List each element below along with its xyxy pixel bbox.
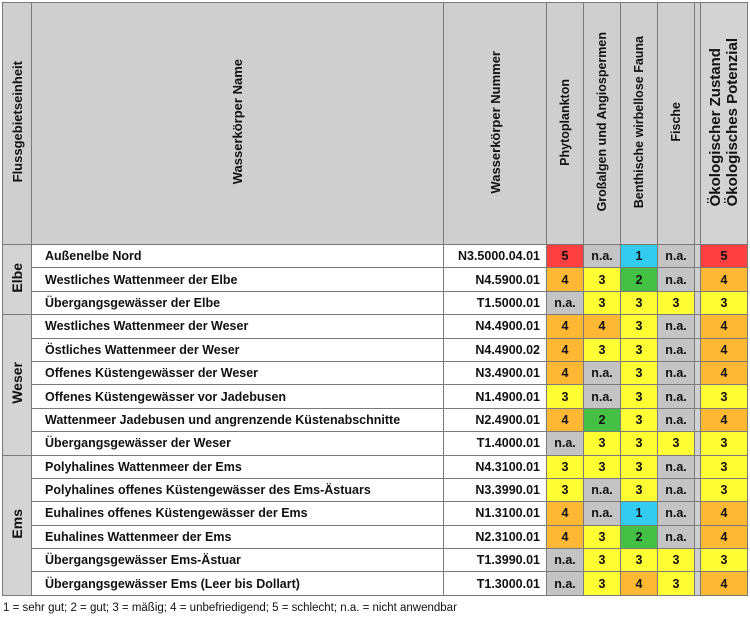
benthische-fauna-cell: 3 (621, 432, 658, 455)
overall-status-cell: 3 (701, 291, 748, 314)
phytoplankton-cell: 4 (547, 408, 584, 431)
grossalgen-cell: 3 (584, 291, 621, 314)
water-body-number: N3.3990.01 (444, 478, 547, 501)
phytoplankton-cell: 4 (547, 315, 584, 338)
benthische-fauna-cell: 4 (621, 572, 658, 595)
grossalgen-cell: 3 (584, 525, 621, 548)
fische-cell: 3 (658, 432, 695, 455)
overall-status-cell: 4 (701, 268, 748, 291)
table-row (3, 525, 748, 548)
fische-cell: n.a. (658, 455, 695, 478)
phytoplankton-cell: 4 (547, 268, 584, 291)
grossalgen-cell: 3 (584, 572, 621, 595)
water-body-name: Wattenmeer Jadebusen und angrenzende Küstenabschnitte (32, 408, 444, 431)
header-row (3, 3, 748, 245)
table-row (3, 408, 748, 431)
phytoplankton-cell: 3 (547, 455, 584, 478)
overall-status-cell: 3 (701, 478, 748, 501)
fische-cell: 3 (658, 572, 695, 595)
water-body-name: Westliches Wattenmeer der Elbe (32, 268, 444, 291)
water-body-name: Übergangsgewässer der Elbe (32, 291, 444, 314)
water-body-number: N1.3100.01 (444, 502, 547, 525)
overall-status-cell: 3 (701, 549, 748, 572)
phytoplankton-cell: 3 (547, 478, 584, 501)
header-flussgebietseinheit: Flussgebietseinheit (3, 3, 32, 245)
fische-cell: n.a. (658, 525, 695, 548)
water-body-name: Östliches Wattenmeer der Weser (32, 338, 444, 361)
phytoplankton-cell: 4 (547, 525, 584, 548)
overall-status-cell: 4 (701, 572, 748, 595)
overall-status-cell: 4 (701, 315, 748, 338)
header-result-line2: Ökologisches Potenzial (724, 37, 741, 207)
overall-status-cell: 4 (701, 361, 748, 384)
water-body-name: Offenes Küstengewässer vor Jadebusen (32, 385, 444, 408)
header-wasserkoerper-name: Wasserkörper Name (32, 3, 444, 245)
group-label: Weser (9, 362, 25, 405)
water-body-name: Übergangsgewässer der Weser (32, 432, 444, 455)
phytoplankton-cell: n.a. (547, 549, 584, 572)
fische-cell: n.a. (658, 338, 695, 361)
header-oekologischer-zustand (701, 3, 748, 245)
table-row (3, 432, 748, 455)
overall-status-cell: 3 (701, 455, 748, 478)
benthische-fauna-cell: 3 (621, 385, 658, 408)
grossalgen-cell: n.a. (584, 478, 621, 501)
grossalgen-cell: n.a. (584, 385, 621, 408)
water-body-number: N2.4900.01 (444, 408, 547, 431)
benthische-fauna-cell: 3 (621, 455, 658, 478)
water-body-name: Übergangsgewässer Ems-Ästuar (32, 549, 444, 572)
overall-status-cell: 4 (701, 338, 748, 361)
water-body-name: Westliches Wattenmeer der Weser (32, 315, 444, 338)
group-label: Ems (9, 508, 25, 539)
benthische-fauna-cell: 3 (621, 549, 658, 572)
legend-note: 1 = sehr gut; 2 = gut; 3 = mäßig; 4 = unbefriedigend; 5 = schlecht; n.a. = nicht anwendbar (3, 602, 457, 614)
grossalgen-cell: 2 (584, 408, 621, 431)
water-body-name: Außenelbe Nord (32, 245, 444, 268)
water-body-name: Euhalines offenes Küstengewässer der Ems (32, 502, 444, 525)
phytoplankton-cell: 4 (547, 361, 584, 384)
water-body-number: N3.4900.01 (444, 361, 547, 384)
table-row (3, 478, 748, 501)
overall-status-cell: 5 (701, 245, 748, 268)
grossalgen-cell: 3 (584, 338, 621, 361)
table-row (3, 245, 748, 268)
grossalgen-cell: n.a. (584, 502, 621, 525)
table-row (3, 291, 748, 314)
phytoplankton-cell: 3 (547, 385, 584, 408)
water-body-number: N4.3100.01 (444, 455, 547, 478)
table-row (3, 572, 748, 595)
fische-cell: n.a. (658, 502, 695, 525)
ecological-status-table (2, 2, 748, 596)
header-result-line1: Ökologischer Zustand (707, 47, 724, 207)
overall-status-cell: 4 (701, 525, 748, 548)
water-body-number: N4.5900.01 (444, 268, 547, 291)
benthische-fauna-cell: 3 (621, 291, 658, 314)
fische-cell: 3 (658, 549, 695, 572)
benthische-fauna-cell: 1 (621, 502, 658, 525)
water-body-name: Offenes Küstengewässer der Weser (32, 361, 444, 384)
phytoplankton-cell: 4 (547, 338, 584, 361)
water-body-number: N4.4900.02 (444, 338, 547, 361)
overall-status-cell: 4 (701, 502, 748, 525)
table-row (3, 268, 748, 291)
phytoplankton-cell: n.a. (547, 572, 584, 595)
benthische-fauna-cell: 1 (621, 245, 658, 268)
water-body-number: T1.4000.01 (444, 432, 547, 455)
table-row (3, 361, 748, 384)
header-fische: Fische (658, 3, 695, 245)
water-body-number: N1.4900.01 (444, 385, 547, 408)
table-body (3, 245, 748, 596)
phytoplankton-cell: 5 (547, 245, 584, 268)
phytoplankton-cell: n.a. (547, 291, 584, 314)
table-row (3, 315, 748, 338)
table-row (3, 455, 748, 478)
grossalgen-cell: 4 (584, 315, 621, 338)
benthische-fauna-cell: 3 (621, 338, 658, 361)
water-body-number: N3.5000.04.01 (444, 245, 547, 268)
benthische-fauna-cell: 3 (621, 478, 658, 501)
grossalgen-cell: 3 (584, 549, 621, 572)
benthische-fauna-cell: 3 (621, 315, 658, 338)
water-body-number: N4.4900.01 (444, 315, 547, 338)
overall-status-cell: 4 (701, 408, 748, 431)
group-cell-weser (3, 315, 32, 455)
table-row (3, 549, 748, 572)
grossalgen-cell: n.a. (584, 245, 621, 268)
grossalgen-cell: 3 (584, 268, 621, 291)
benthische-fauna-cell: 2 (621, 525, 658, 548)
water-body-number: T1.3990.01 (444, 549, 547, 572)
fische-cell: 3 (658, 291, 695, 314)
grossalgen-cell: 3 (584, 432, 621, 455)
header-benthische-fauna: Benthische wirbellose Fauna (621, 3, 658, 245)
status-table-container (2, 2, 748, 596)
fische-cell: n.a. (658, 478, 695, 501)
water-body-number: T1.3000.01 (444, 572, 547, 595)
table-row (3, 502, 748, 525)
phytoplankton-cell: 4 (547, 502, 584, 525)
table-row (3, 338, 748, 361)
fische-cell: n.a. (658, 361, 695, 384)
header-grossalgen: Großalgen und Angiospermen (584, 3, 621, 245)
water-body-name: Euhalines Wattenmeer der Ems (32, 525, 444, 548)
fische-cell: n.a. (658, 315, 695, 338)
grossalgen-cell: 3 (584, 455, 621, 478)
overall-status-cell: 3 (701, 385, 748, 408)
header-phytoplankton: Phytoplankton (547, 3, 584, 245)
header-wasserkoerper-nummer: Wasserkörper Nummer (444, 3, 547, 245)
water-body-name: Polyhalines offenes Küstengewässer des Ems-Ästuars (32, 478, 444, 501)
water-body-name: Übergangsgewässer Ems (Leer bis Dollart) (32, 572, 444, 595)
overall-status-cell: 3 (701, 432, 748, 455)
group-cell-ems (3, 455, 32, 595)
phytoplankton-cell: n.a. (547, 432, 584, 455)
fische-cell: n.a. (658, 385, 695, 408)
water-body-number: N2.3100.01 (444, 525, 547, 548)
water-body-name: Polyhalines Wattenmeer der Ems (32, 455, 444, 478)
table-row (3, 385, 748, 408)
benthische-fauna-cell: 2 (621, 268, 658, 291)
water-body-number: T1.5000.01 (444, 291, 547, 314)
benthische-fauna-cell: 3 (621, 408, 658, 431)
benthische-fauna-cell: 3 (621, 361, 658, 384)
group-cell-elbe (3, 245, 32, 315)
fische-cell: n.a. (658, 268, 695, 291)
grossalgen-cell: n.a. (584, 361, 621, 384)
fische-cell: n.a. (658, 408, 695, 431)
fische-cell: n.a. (658, 245, 695, 268)
group-label: Elbe (9, 263, 25, 293)
